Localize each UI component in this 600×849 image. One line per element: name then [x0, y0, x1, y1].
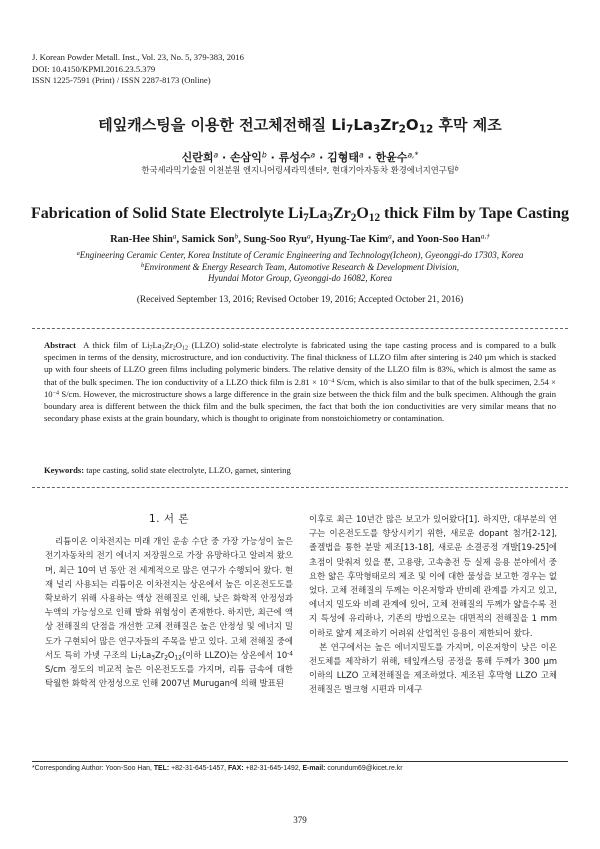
formula: $Li_7La_3Zr_2O_{12}$ — [141, 340, 189, 352]
author-name: 신란희 — [181, 151, 214, 164]
journal-citation: J. Korean Powder Metall. Inst., Vol. 23, No. 5, 379-383, 2016 — [32, 52, 244, 62]
author-name: Samick Son — [181, 234, 235, 245]
received-dates: (Received September 13, 2016; Revised October 19, 2016; Accepted October 21, 2016) — [136, 295, 464, 305]
keywords: Keywords: tape casting, solid state electrolyte, LLZO, garnet, sintering — [44, 465, 291, 475]
abstract: Abstract A thick film of $Li_7La_3Zr_2O_{12}$ (LLZO) solid-state electrolyte is fabricated using the tape casting process and is compared to a bulk specimen in terms of the density, microstructure, and ion conductivity. The final thickness of LLZO film after sintering is 240 µm which is stacked up with four sheets of LLZO green films including polymeric binders. The relative density of the LLZO film is 83%, which is almost the same as that of the bulk specimen. The ion conductivity of a LLZO thick film is $2.81 \times 10^{-4}$ S/cm, which is also similar to that of the bulk specimen, $2.54 \times 10^{-4}$ S/cm. However, the microstructure shows a large difference in the grain size between the thick film and the bulk specimen. Although the grain boundary area is different between the thick film and the bulk specimen, the fact that both the ion conductivities are very similar means that no secondary phase exists at the grain boundary, which is thought to originate from nonstoichiometry or contamination. — [44, 340, 557, 424]
author-name: Ran-Hee Shin — [110, 234, 173, 245]
corresponding-author-footnote: *Corresponding Author: Yoon-Soo Han, TEL: +82-31-645-1457, FAX: +82-31-645-1492, E-mail: corundum69@kicet.re.kr — [32, 765, 403, 772]
paragraph: 이후로 최근 10년간 많은 보고가 있어왔다[1]. 하지만, 대부분의 연구는 이온전도도를 향상시키기 위한, 새로운 dopant 첨가[2-12], 졸겔법을 통한 분말 제조[13-18], 새로운 소결공정 개발[19-25]에 초점이 맞춰져 있을 뿐, 고용량, 고속충전 등 실제 응용 분야에서 중요한 얇은 후막형태로의 제조 및 이에 대한 물성을 보고한 경우는 없었다. 고체 전해질의 두께는 이온저항과 반비례 관계를 가지고 있고, 에너지 밀도와 비례 관계에 있어, 고체 전해질의 두께가 얇을수록 전지 특성에 유리하나, 기존의 방법으로는 대면적의 전해질을 1 mm 이하로 얇게 제조하기 어려워 산업적인 응용이 제한되어 왔다. — [309, 514, 557, 638]
body-column-left — [45, 512, 293, 690]
author-name: 손삼익 — [230, 151, 262, 164]
formula: $Li_7La_3Zr_2O_{12}$ — [288, 205, 381, 224]
section-heading: 1. 서 론 — [149, 513, 189, 525]
journal-doi: DOI: 10.4150/KPMI.2016.23.5.379 — [32, 63, 156, 74]
author-name: 한윤수 — [375, 151, 408, 164]
keywords-label: Keywords: — [44, 465, 85, 475]
divider-bottom — [32, 487, 568, 488]
korean-authors: 신란희$^a$ · 손삼익$^b$ · 류성수$^a$ · 김형태$^a$ · 한윤수$^{a,*}$ — [181, 150, 419, 164]
korean-title: 테잎캐스팅을 이용한 전고체전해질 $Li_7La_3Zr_2O_{12}$ 후막 제조 — [98, 116, 502, 136]
email-link[interactable]: corundum69@kicet.re.kr — [325, 765, 403, 772]
body-column-right — [309, 512, 557, 697]
page-number: 379 — [293, 815, 307, 825]
journal-info — [32, 52, 244, 87]
divider-top — [32, 328, 568, 329]
formula: $Li_7La_3Zr_2O_{12}$ — [130, 649, 182, 662]
english-title: Fabrication of Solid State Electrolyte $Li_7La_3Zr_2O_{12}$ thick Film by Tape Casting — [31, 205, 569, 224]
paragraph: 리튬이온 이차전지는 미래 개인 운송 수단 중 가장 가능성이 높은 전기자동차의 전기 에너지 저장원으로 가장 유망하다고 알려져 왔으며, 최근 10여 년 동안 전 세계적으로 많은 연구가 수행되어 왔다. 현재 널리 사용되는 리튬이온 이차전지는 상온에서 높은 이온전도도를 확보하기 위해 사용하는 액상 전해질로 인해, 낮은 화학적 안정성과 누액의 가능성으로 인해 발화 위험성이 존재한다. 하지만, 최근에 액상 전해질의 단점을 개선한 고체 전해질은 높은 안정성 및 에너지 밀도가 구현되어 많은 연구자들의 주목을 받고 있다. 고체 전해질 중에서도 특히 가넷 구조의 $Li_7La_3Zr_2O_{12}$(이하 LLZO)는 상온에서 $10^{-4}$ S/cm 정도의 비교적 높은 이온전도도를 가지며, 리튬 금속에 대한 탁월한 화학적 안정성으로 인해 2007년 Murugan에 의해 발표된 — [45, 536, 293, 689]
paragraph: 본 연구에서는 높은 에너지밀도를 가지며, 이온저항이 낮은 이온전도체를 제작하기 위해, 테잎캐스팅 공정을 통해 두께가 300 µm 이하의 LLZO 고체전해질을 제조하였다. 제조된 후막형 LLZO 고체전해질은 벌크형 시편과 미세구 — [309, 641, 557, 695]
author-name: Yoon-Soo Han — [416, 234, 481, 245]
author-name: Hyung-Tae Kim — [315, 234, 389, 245]
formula: $Li_7La_3Zr_2O_{12}$ — [331, 116, 434, 136]
author-name: 류성수 — [278, 151, 311, 164]
author-name: Sung-Soo Ryu — [243, 234, 307, 245]
korean-affiliation: 한국세라믹기술원 이천분원 엔지니어링세라믹센터$^a$, 현대기아자동차 환경에너지연구팀$^b$ — [141, 165, 459, 175]
author-name: 김형태 — [327, 151, 359, 164]
english-affiliation: $^a$Engineering Ceramic Center, Korea Institute of Ceramic Engineering and Technology(Icheon), Gyeonggi-do 17303, Korea $^b$Environment & Energy Research Team, Automotive Research & Development Division, Hyundai Motor Group, Gyeonggi-do 16082, Korea — [76, 250, 524, 283]
journal-issn: ISSN 1225-7591 (Print) / ISSN 2287-8173 (Online) — [32, 75, 211, 85]
english-authors: Ran-Hee Shin$^a$, Samick Son$^b$, Sung-Soo Ryu$^a$, Hyung-Tae Kim$^a$, and Yoon-Soo Han$^{a,\dagger}$ — [110, 231, 490, 245]
abstract-label: Abstract — [44, 340, 76, 350]
footnote-rule — [32, 761, 568, 762]
